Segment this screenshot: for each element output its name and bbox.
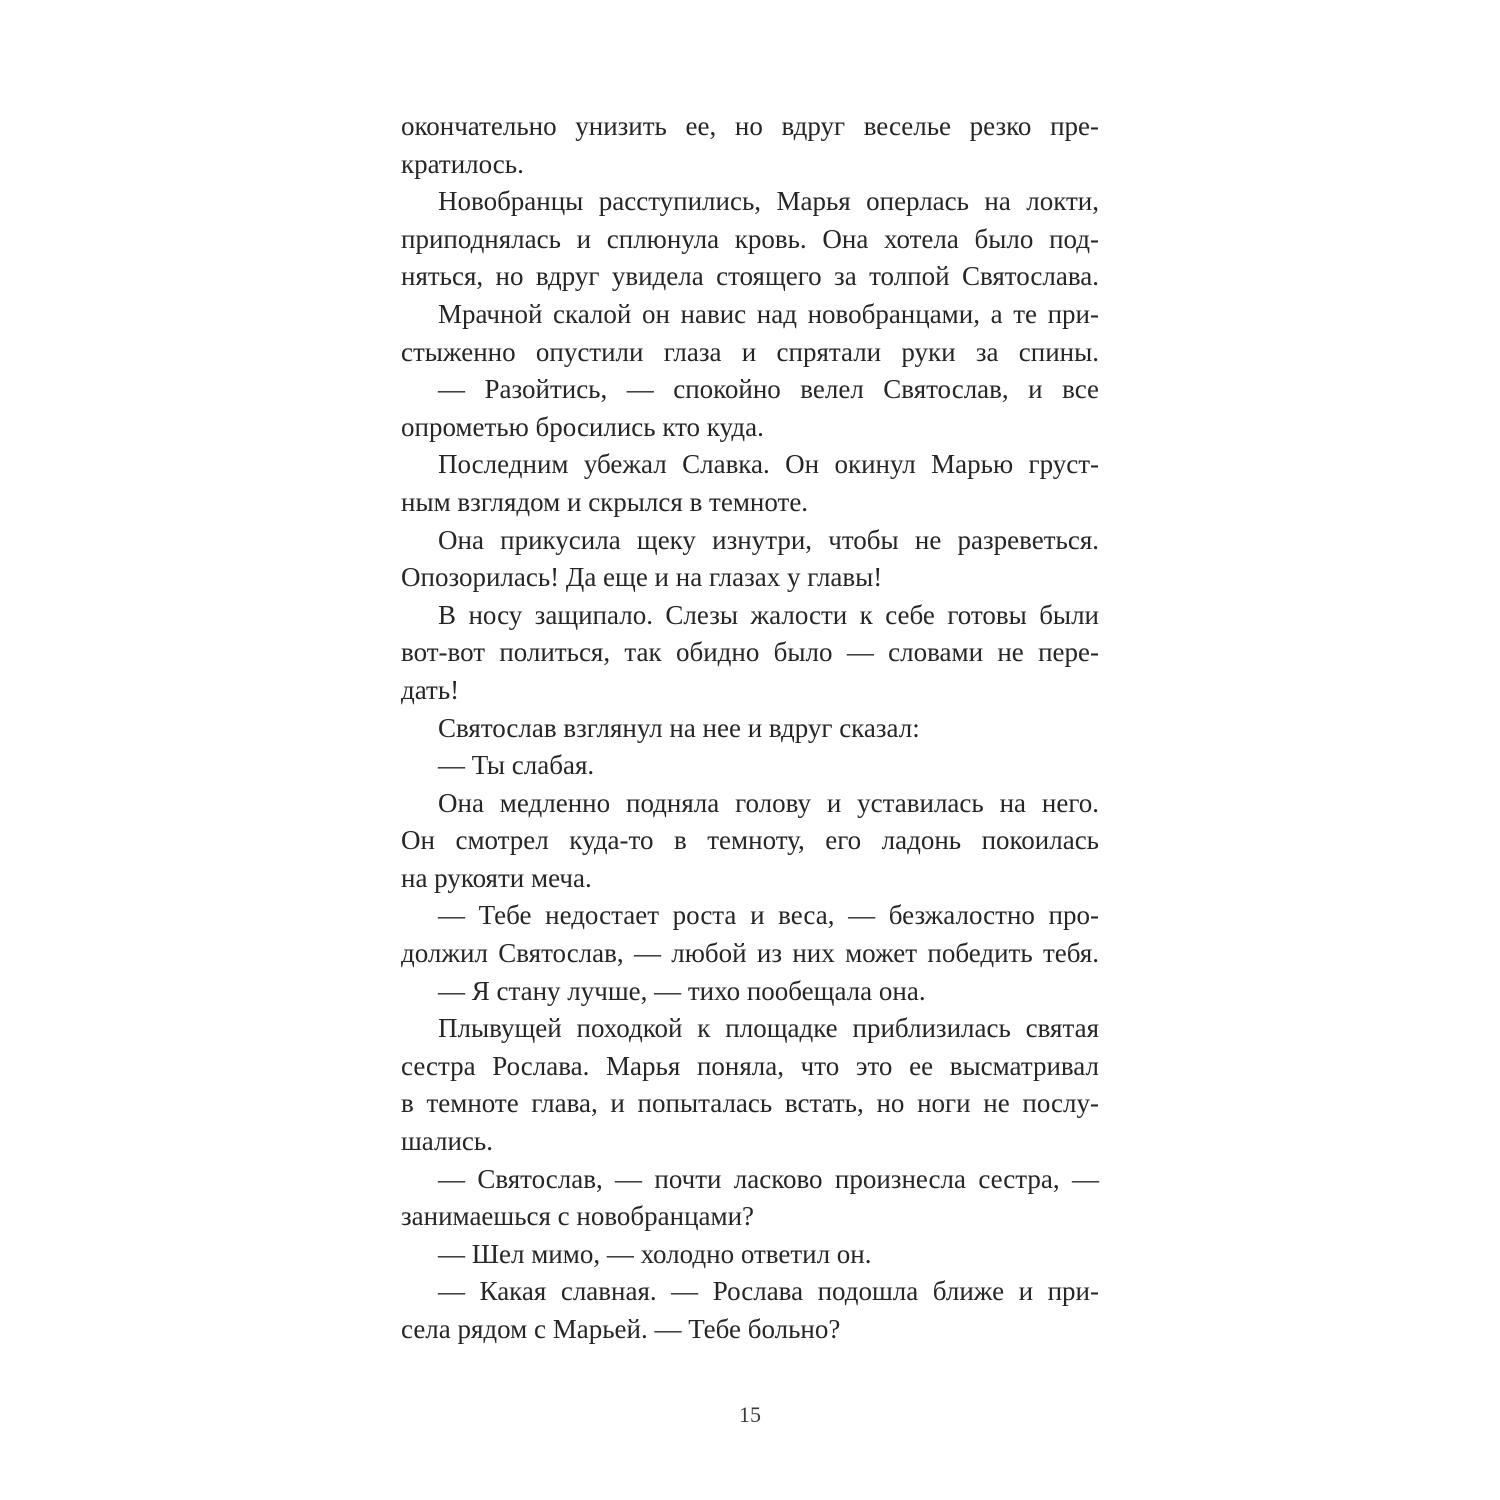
text-line: опрометью бросились кто куда. [401,411,764,442]
text-line: Плывущей походкой к площадке приблизилась святая [438,1013,1099,1044]
text-line: ным взглядом и скрылся в темноте. [401,486,809,517]
body-text [401,108,1099,1349]
text-line: сестра Рослава. Марья поняла, что это ее высматривал [401,1050,1099,1081]
text-line: — Разойтись, — спокойно велел Святослав, и все [438,374,1099,405]
text-line: Опозорилась! Да еще и на глазах у главы! [401,562,883,593]
text-line: на рукояти меча. [401,862,592,893]
text-line: — Святослав, — почти ласково произнесла сестра, — [438,1163,1099,1194]
text-line: Новобранцы расступились, Марья оперлась на локти, [438,186,1099,217]
text-line: — Я стану лучше, — тихо пообещала она. [438,975,926,1006]
text-line: Последним убежал Славка. Он окинул Марью груст- [438,449,1099,480]
text-line: Святослав взглянул на нее и вдруг сказал: [438,712,920,743]
text-line: — Шел мимо, — холодно ответил он. [438,1238,872,1269]
text-line: — Какая славная. — Рослава подошла ближе и при- [438,1276,1099,1307]
text-line: шались. [401,1126,493,1157]
page-number: 15 [739,1402,761,1427]
text-line: приподнялась и сплюнула кровь. Она хотела было под- [401,223,1099,254]
text-line: няться, но вдруг увидела стоящего за толпой Святослава. [401,261,1099,292]
text-line: кратилось. [401,148,524,179]
text-line: Мрачной скалой он навис над новобранцами, а те при- [438,298,1099,329]
text-line: занимаешься с новобранцами? [401,1201,755,1232]
text-line: Она медленно подняла голову и уставилась на него. [438,787,1099,818]
text-line: села рядом с Марьей. — Тебе больно? [401,1314,841,1344]
text-line: вот-вот политься, так обидно было — словами не пере- [401,637,1099,668]
text-line: — Тебе недостает роста и веса, — безжалостно про- [438,900,1099,931]
text-line: Она прикусила щеку изнутри, чтобы не разреветься. [438,524,1099,555]
text-line: стыженно опустили глаза и спрятали руки за спины. [401,336,1099,367]
text-line: Он смотрел куда-то в темноту, его ладонь покоилась [401,825,1099,856]
text-line: окончательно унизить ее, но вдруг веселье резко пре- [401,111,1099,141]
text-line: — Ты слабая. [438,750,595,781]
text-line: в темноте глава, и попыталась встать, но ноги не послу- [401,1088,1099,1119]
text-line: В носу защипало. Слезы жалости к себе готовы были [438,599,1099,630]
text-line: должил Святослав, — любой из них может победить тебя. [401,938,1099,969]
text-line: дать! [401,674,460,705]
